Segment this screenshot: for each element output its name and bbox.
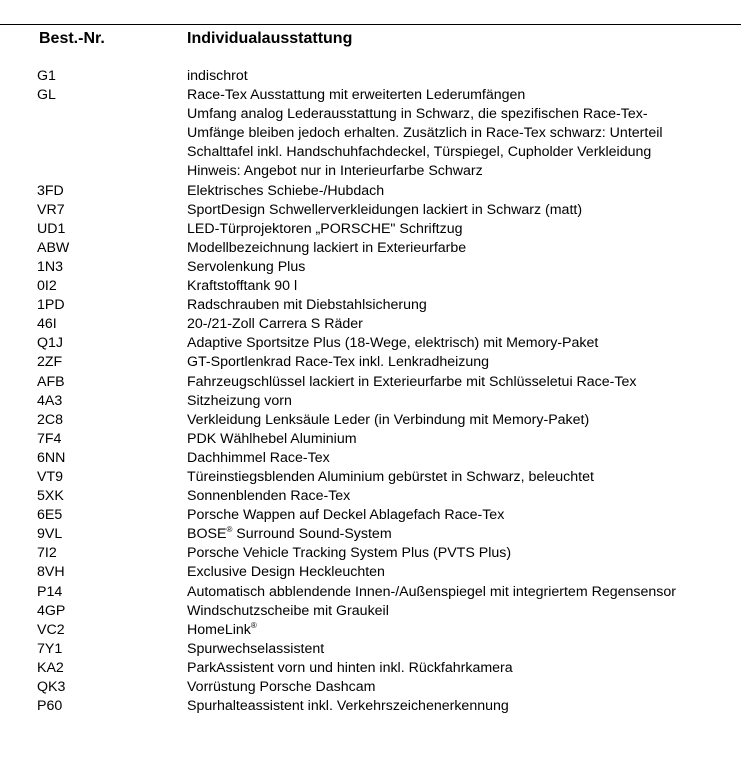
- equipment-description: [187, 182, 741, 201]
- table-row: [0, 468, 741, 487]
- description-line: Porsche Vehicle Tracking System Plus (PVTS Plus): [187, 545, 512, 562]
- equipment-description: [187, 468, 741, 487]
- table-row: [0, 659, 741, 678]
- equipment-description: [187, 258, 741, 277]
- equipment-description: [187, 430, 741, 449]
- order-code: UD1: [37, 220, 66, 237]
- order-code: KA2: [37, 659, 64, 676]
- equipment-description: [187, 697, 741, 716]
- description-line: indischrot: [187, 68, 248, 84]
- table-row: [0, 296, 741, 315]
- equipment-description: [187, 220, 741, 239]
- table-row: [0, 602, 741, 621]
- table-row: [0, 621, 741, 640]
- description-line: Sonnenblenden Race-Tex: [187, 488, 351, 505]
- equipment-description: [187, 621, 741, 640]
- table-row: [0, 315, 741, 334]
- order-code: G1: [37, 68, 56, 84]
- table-header: [0, 30, 741, 52]
- table-row: [0, 678, 741, 697]
- order-code: VC2: [37, 621, 65, 638]
- order-code: 7F4: [37, 430, 62, 447]
- table-row: [0, 353, 741, 372]
- description-line: Porsche Wappen auf Deckel Ablagefach Race-Tex: [187, 507, 505, 524]
- equipment-list: [0, 67, 741, 716]
- order-code: 6E5: [37, 507, 63, 524]
- table-row: [0, 563, 741, 582]
- registered-mark: ®: [226, 525, 233, 535]
- table-row: [0, 411, 741, 430]
- order-code: 2ZF: [37, 354, 63, 371]
- table-row: [0, 449, 741, 468]
- table-row: [0, 182, 741, 201]
- order-code: VR7: [37, 201, 65, 218]
- order-code: P14: [37, 583, 63, 600]
- order-code: 5XK: [37, 488, 64, 505]
- order-code: 9VL: [37, 526, 63, 543]
- order-code: 1PD: [37, 297, 65, 314]
- equipment-description: [187, 544, 741, 563]
- equipment-description: [187, 277, 741, 296]
- table-row: [0, 258, 741, 277]
- order-code: 7I2: [37, 545, 57, 562]
- equipment-description: [187, 678, 741, 697]
- order-code: AFB: [37, 373, 65, 390]
- description-line: Verkleidung Lenksäule Leder (in Verbindung mit Memory-Paket): [187, 411, 590, 428]
- equipment-description: [187, 334, 741, 353]
- equipment-description: [187, 353, 741, 372]
- order-code: P60: [37, 698, 63, 715]
- table-row: [0, 697, 741, 716]
- description-line: Umfänge bleiben jedoch erhalten. Zusätzlich in Race-Tex schwarz: Unterteil: [187, 125, 663, 142]
- equipment-description: [187, 659, 741, 678]
- description-line: Race-Tex Ausstattung mit erweiterten Lederumfängen: [187, 87, 526, 104]
- order-code: 4A3: [37, 392, 63, 409]
- order-code: GL: [37, 87, 56, 104]
- description-line: Servolenkung Plus: [187, 258, 306, 275]
- description-line: Spurhalteassistent inkl. Verkehrszeichenerkennung: [187, 698, 509, 715]
- description-line: SportDesign Schwellerverkleidungen lackiert in Schwarz (matt): [187, 201, 583, 218]
- equipment-description: [187, 315, 741, 334]
- header-order-number: Best.-Nr.: [39, 30, 105, 47]
- equipment-description: [187, 239, 741, 258]
- order-code: 2C8: [37, 411, 64, 428]
- table-row: [0, 525, 741, 544]
- equipment-description: [187, 67, 741, 86]
- description-line: Schalttafel inkl. Handschuhfachdeckel, Türspiegel, Cupholder Verkleidung: [187, 144, 652, 161]
- description-line: Hinweis: Angebot nur in Interieurfarbe Schwarz: [187, 163, 483, 180]
- description-line: BOSE® Surround Sound-System: [187, 525, 392, 543]
- description-line: Windschutzscheibe mit Graukeil: [187, 602, 389, 619]
- table-row: [0, 334, 741, 353]
- table-row: [0, 201, 741, 220]
- order-code: 3FD: [37, 182, 64, 199]
- description-line: Spurwechselassistent: [187, 640, 325, 657]
- order-code: VT9: [37, 468, 64, 485]
- description-line: Elektrisches Schiebe-/Hubdach: [187, 182, 385, 199]
- order-code: 0I2: [37, 278, 57, 295]
- equipment-description: [187, 201, 741, 220]
- order-code: Q1J: [37, 335, 64, 352]
- equipment-description: [187, 602, 741, 621]
- order-code: 7Y1: [37, 640, 63, 657]
- table-row: [0, 220, 741, 239]
- description-line: Kraftstofftank 90 l: [187, 278, 298, 295]
- equipment-description: [187, 525, 741, 544]
- order-code: 6NN: [37, 449, 66, 466]
- header-individual-equipment: Individualausstattung: [187, 30, 353, 47]
- description-line: Modellbezeichnung lackiert in Exterieurfarbe: [187, 239, 467, 256]
- table-row: [0, 239, 741, 258]
- order-code: 46I: [37, 316, 57, 333]
- description-line: LED-Türprojektoren „PORSCHE" Schriftzug: [187, 220, 463, 237]
- equipment-description: [187, 583, 741, 602]
- description-line: Radschrauben mit Diebstahlsicherung: [187, 297, 427, 314]
- equipment-description: [187, 487, 741, 506]
- description-line: Exclusive Design Heckleuchten: [187, 564, 385, 581]
- equipment-description: [187, 373, 741, 392]
- description-line: Sitzheizung vorn: [187, 392, 292, 409]
- description-line: ParkAssistent vorn und hinten inkl. Rückfahrkamera: [187, 659, 513, 676]
- order-code: 8VH: [37, 564, 65, 581]
- description-line: GT-Sportlenkrad Race-Tex inkl. Lenkradheizung: [187, 354, 490, 371]
- order-code: 1N3: [37, 258, 64, 275]
- description-line: HomeLink®: [187, 620, 257, 638]
- order-code: 4GP: [37, 602, 66, 619]
- equipment-description: [187, 563, 741, 582]
- order-code: ABW: [37, 239, 70, 256]
- equipment-description: [187, 449, 741, 468]
- top-rule: [0, 24, 741, 25]
- equipment-description: [187, 411, 741, 430]
- description-line: 20-/21-Zoll Carrera S Räder: [187, 316, 363, 333]
- table-row: [0, 392, 741, 411]
- equipment-description: [187, 392, 741, 411]
- table-row: [0, 487, 741, 506]
- description-line: Dachhimmel Race-Tex: [187, 449, 330, 466]
- description-line: Umfang analog Lederausstattung in Schwarz, die spezifischen Race-Tex-: [187, 106, 648, 123]
- table-row: [0, 640, 741, 659]
- equipment-description: [187, 640, 741, 659]
- registered-mark: ®: [250, 620, 257, 630]
- description-line: PDK Wählhebel Aluminium: [187, 430, 357, 447]
- table-row: [0, 583, 741, 602]
- table-row: [0, 67, 741, 86]
- table-row: [0, 86, 741, 181]
- equipment-description: [187, 506, 741, 525]
- table-row: [0, 430, 741, 449]
- table-row: [0, 544, 741, 563]
- description-line: Adaptive Sportsitze Plus (18-Wege, elektrisch) mit Memory-Paket: [187, 335, 599, 352]
- order-code: QK3: [37, 679, 66, 695]
- description-line: Automatisch abblendende Innen-/Außenspiegel mit integriertem Regensensor: [187, 583, 676, 600]
- equipment-description: [187, 296, 741, 315]
- description-line: Fahrzeugschlüssel lackiert in Exterieurfarbe mit Schlüsseletui Race-Tex: [187, 373, 637, 390]
- table-row: [0, 506, 741, 525]
- table-row: [0, 373, 741, 392]
- description-line: Türeinstiegsblenden Aluminium gebürstet in Schwarz, beleuchtet: [187, 468, 594, 485]
- equipment-description: [187, 86, 741, 181]
- table-row: [0, 277, 741, 296]
- description-line: Vorrüstung Porsche Dashcam: [187, 679, 376, 695]
